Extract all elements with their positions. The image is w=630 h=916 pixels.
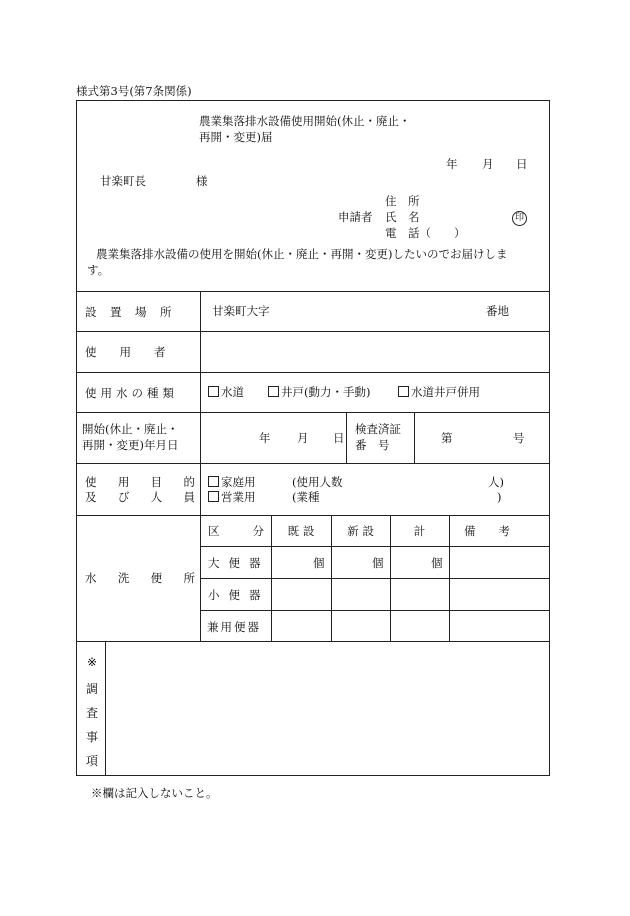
start-date-year: 年: [259, 431, 271, 445]
survey-label-char: 調: [85, 682, 98, 696]
rule-toilet-row1: [200, 578, 550, 579]
purpose-business-detail: (業種: [292, 490, 320, 504]
toilet-unit-total: 個: [431, 556, 443, 570]
start-date-label-line1: 開始(休止・廃止・: [82, 422, 179, 436]
checkbox-icon[interactable]: [398, 386, 409, 397]
user-label: 使 用 者: [85, 345, 166, 359]
declaration-line1: 農業集落排水設備の使用を開始(休止・廃止・再開・変更)したいのでお届けしま: [96, 247, 508, 261]
purpose-option-home[interactable]: [208, 475, 256, 489]
date-year-label: 年: [446, 157, 458, 171]
toilet-row-name: 小便器: [208, 588, 270, 602]
declaration-line2: す。: [87, 263, 110, 277]
water-option-tap[interactable]: [208, 385, 244, 399]
rule-row6: [76, 641, 550, 642]
toilet-header-new: 新 設: [347, 524, 374, 538]
water-option-well[interactable]: [268, 385, 370, 399]
rule-inspection-left: [346, 412, 347, 463]
toilet-header-existing: 既 設: [287, 524, 315, 538]
toilet-unit-existing: 個: [313, 556, 325, 570]
rule-row2: [76, 372, 550, 373]
date-month-label: 月: [482, 157, 494, 171]
form-number: 様式第3号(第7条関係): [76, 84, 192, 98]
applicant-name-label: 氏 名: [385, 210, 420, 224]
toilet-row-name: 兼用便器: [207, 620, 261, 634]
start-date-label-line2: 再開・変更)年月日: [82, 438, 179, 452]
seal-icon: 印: [512, 211, 527, 226]
toilet-unit-new: 個: [372, 556, 384, 570]
start-date-day: 日: [333, 431, 345, 445]
checkbox-icon[interactable]: [268, 386, 279, 397]
checkbox-icon[interactable]: [208, 476, 219, 487]
toilet-header-category: 区 分: [208, 524, 264, 538]
rule-label-column: [200, 291, 201, 641]
rule-row1: [76, 331, 550, 332]
rule-toilet-row2: [200, 610, 550, 611]
location-suffix: 番地: [486, 304, 509, 318]
rule-row5: [76, 515, 550, 516]
date-day-label: 日: [516, 157, 528, 171]
applicant-address-label: 住 所: [385, 194, 420, 208]
applicant-label: 申請者: [338, 210, 373, 224]
rule-top-table: [76, 291, 550, 292]
form-title-line1: 農業集落排水設備使用開始(休止・廃止・: [199, 114, 411, 128]
inspection-label-line1: 検査済証: [355, 422, 401, 436]
location-value[interactable]: 甘楽町大字: [212, 304, 270, 318]
survey-label-char: 項: [85, 754, 98, 768]
start-date-month: 月: [297, 431, 309, 445]
form-title-line2: 再開・変更)届: [199, 130, 273, 144]
rule-toilet-header: [200, 546, 550, 547]
seal-mark: [512, 209, 527, 226]
purpose-business-end: ): [497, 490, 502, 504]
survey-label-char: ※: [86, 655, 98, 669]
rule-survey-column: [105, 641, 106, 776]
purpose-home-detail: (使用人数: [292, 475, 343, 489]
checkbox-icon[interactable]: [208, 386, 219, 397]
inspection-label-line2: 番 号: [355, 438, 390, 452]
footnote: ※欄は記入しないこと。: [91, 786, 218, 800]
purpose-home-end: 人): [488, 475, 504, 489]
water-option-tap-label: 水道: [221, 385, 244, 399]
toilet-row-name: 大便器: [208, 556, 270, 570]
rule-row4: [76, 463, 550, 464]
survey-label-char: 事: [85, 730, 98, 744]
water-type-label: 使用水の種類: [85, 386, 178, 400]
purpose-label-line2: 及び人員: [85, 490, 195, 504]
inspection-no-prefix: 第: [441, 431, 453, 445]
rule-inspection-right: [414, 412, 415, 463]
inspection-no-suffix: 号: [513, 431, 525, 445]
purpose-option-business[interactable]: [208, 490, 256, 504]
location-label: 設 置 場 所: [85, 305, 173, 319]
purpose-option-business-label: 営業用: [221, 490, 256, 504]
applicant-phone-label: 電 話（ ）: [385, 226, 466, 240]
toilet-header-remarks: 備 考: [464, 524, 510, 538]
toilet-header-total: 計: [413, 524, 426, 538]
survey-label-char: 査: [85, 706, 98, 720]
addressee-honorific: 様: [196, 174, 208, 188]
rule-toilet-col4: [449, 515, 450, 641]
addressee-name: 甘楽町長: [100, 174, 146, 188]
toilet-label: 水洗便所: [85, 571, 195, 585]
rule-row3: [76, 412, 550, 413]
water-option-both-label: 水道井戸併用: [411, 385, 480, 399]
checkbox-icon[interactable]: [208, 491, 219, 502]
water-option-well-label: 井戸(動力・手動): [281, 385, 371, 399]
water-option-both[interactable]: [398, 385, 480, 399]
purpose-option-home-label: 家庭用: [221, 475, 256, 489]
purpose-label-line1: 使用目的: [85, 475, 195, 489]
